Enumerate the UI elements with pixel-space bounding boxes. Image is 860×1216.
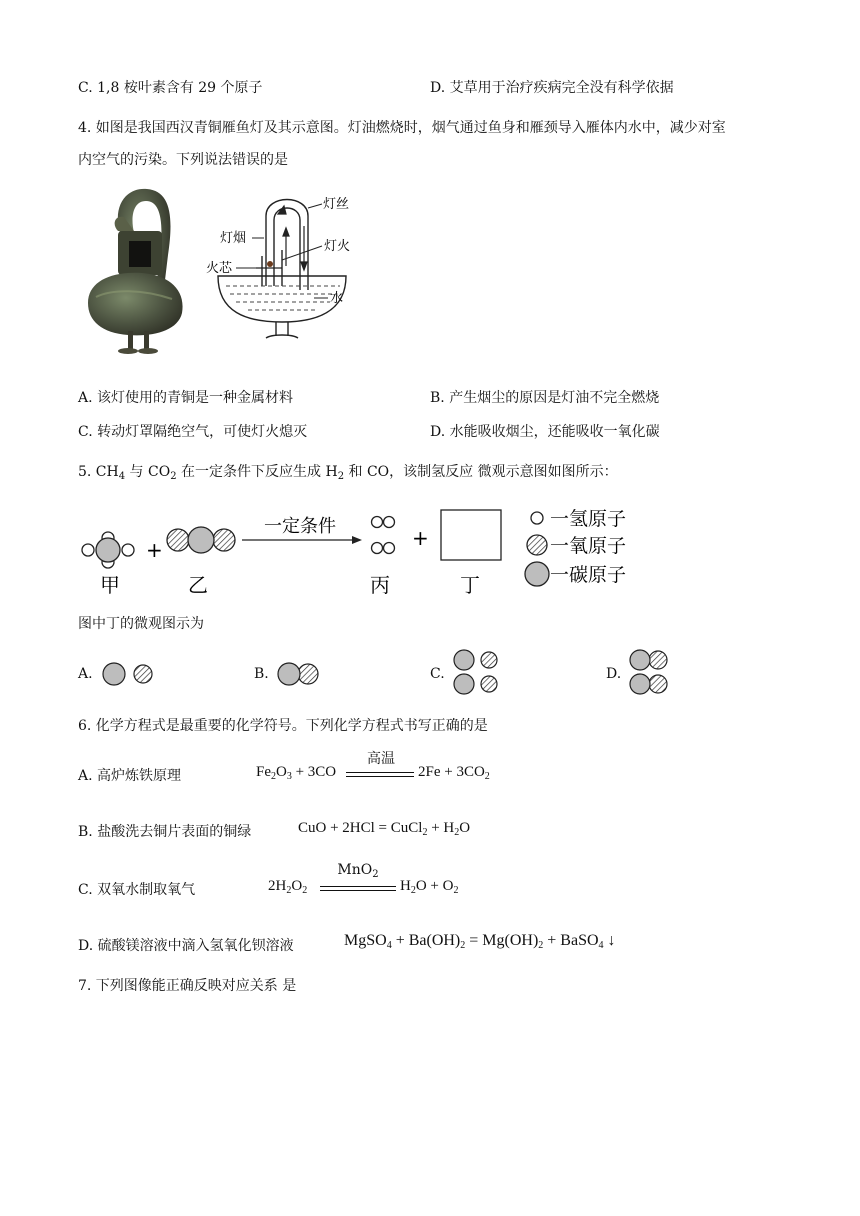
q6-eq-a-lhs: $Fe_2O_3 + 3CO$ [256,764,337,782]
q4-option-c: C. 转动灯罩隔绝空气，可使灯火熄灭 [78,424,308,440]
q5-option-b-label: B. [254,666,269,682]
svg-text:+: + [412,526,429,550]
label-smoke: 灯烟 [220,231,247,246]
q6-eq-d: MgSO$_4$ + $Ba(OH)_2 = Mg(OH)_2$ + BaSO$_4$ ↓ [344,932,616,951]
q5-option-d-diagram [626,648,674,696]
bronze-lamp-photo [82,185,192,357]
q5-stem: 5. $CH_4$ 与 $CO_2$ 在一定条件下反应生成 $H_2$ 和 CO，该制氢反应 微观示意图如图所示： [78,464,618,482]
q5-condition: 一定条件 [264,516,336,537]
q4-stem-line1: 4. 如图是我国西汉青铜雁鱼灯及其示意图。灯油燃烧时，烟气通过鱼身和雁颈导入雁体内水中，减少对室 [78,120,726,136]
q6-eq-c-lhs: $2H_2O_2$ [268,878,308,896]
q6-eq-c-equals [320,886,396,891]
label-core: 火芯 [206,261,233,276]
q3-option-d: D. 艾草用于治疗疾病完全没有科学依据 [430,80,674,96]
svg-text:+: + [146,538,163,562]
q4-option-b: B. 产生烟尘的原因是灯油不完全燃烧 [430,390,660,406]
q6-option-a-label: A. 高炉炼铁原理 [78,768,182,784]
q7-stem: 7. 下列图像能正确反映对应关系 是 [78,978,297,994]
q5-option-a-diagram [100,660,160,690]
q6-option-d-label: D. 硫酸镁溶液中滴入氢氧化钡溶液 [78,938,294,954]
q5-option-d-label: D. [606,666,622,682]
q6-eq-b: CuO + 2HCl = CuCl$_2$ + $H_2O$ [298,820,471,838]
q3-option-c: C. 1,8 桉叶素含有 29 个原子 [78,80,263,96]
q4-stem-line2: 内空气的污染。下列说法错误的是 [78,152,288,168]
label-water: 水 [330,291,344,306]
q5-reaction-diagram [76,500,656,600]
q6-eq-a-equals [346,772,414,777]
label-wick-top: 灯丝 [323,197,350,212]
q4-option-a: A. 该灯使用的青铜是一种金属材料 [78,390,294,406]
q6-eq-c-condition: MnO$_2$ [337,862,379,880]
q5-option-b-diagram [274,660,324,690]
legend-oxygen: 一氧原子 [550,535,627,557]
q6-eq-c-rhs: $H_2O + O_2$ [400,878,459,896]
label-jia: 甲 [100,573,120,597]
q6-stem: 6. 化学方程式是最重要的化学符号。下列化学方程式书写正确的是 [78,718,488,734]
q5-option-c-diagram [450,648,502,696]
label-flame: 灯火 [324,239,351,254]
label-bing: 丙 [370,573,390,597]
q6-eq-a-condition: 高温 [367,751,395,767]
q5-option-c-label: C. [430,666,445,682]
lamp-schematic-diagram [196,186,366,346]
legend-carbon: 一碳原子 [550,564,627,586]
q4-option-d: D. 水能吸收烟尘，还能吸收一氧化碳 [430,424,660,440]
q5-question: 图中丁的微观图示为 [78,616,204,632]
label-ding: 丁 [460,573,480,597]
q6-option-b-label: B. 盐酸洗去铜片表面的铜绿 [78,824,252,840]
label-yi: 乙 [188,573,208,597]
legend-hydrogen: 一氢原子 [550,508,627,530]
q6-eq-a-rhs: $2Fe + 3CO_2$ [418,764,490,782]
q6-option-c-label: C. 双氧水制取氧气 [78,882,196,898]
q5-option-a-label: A. [78,666,93,682]
